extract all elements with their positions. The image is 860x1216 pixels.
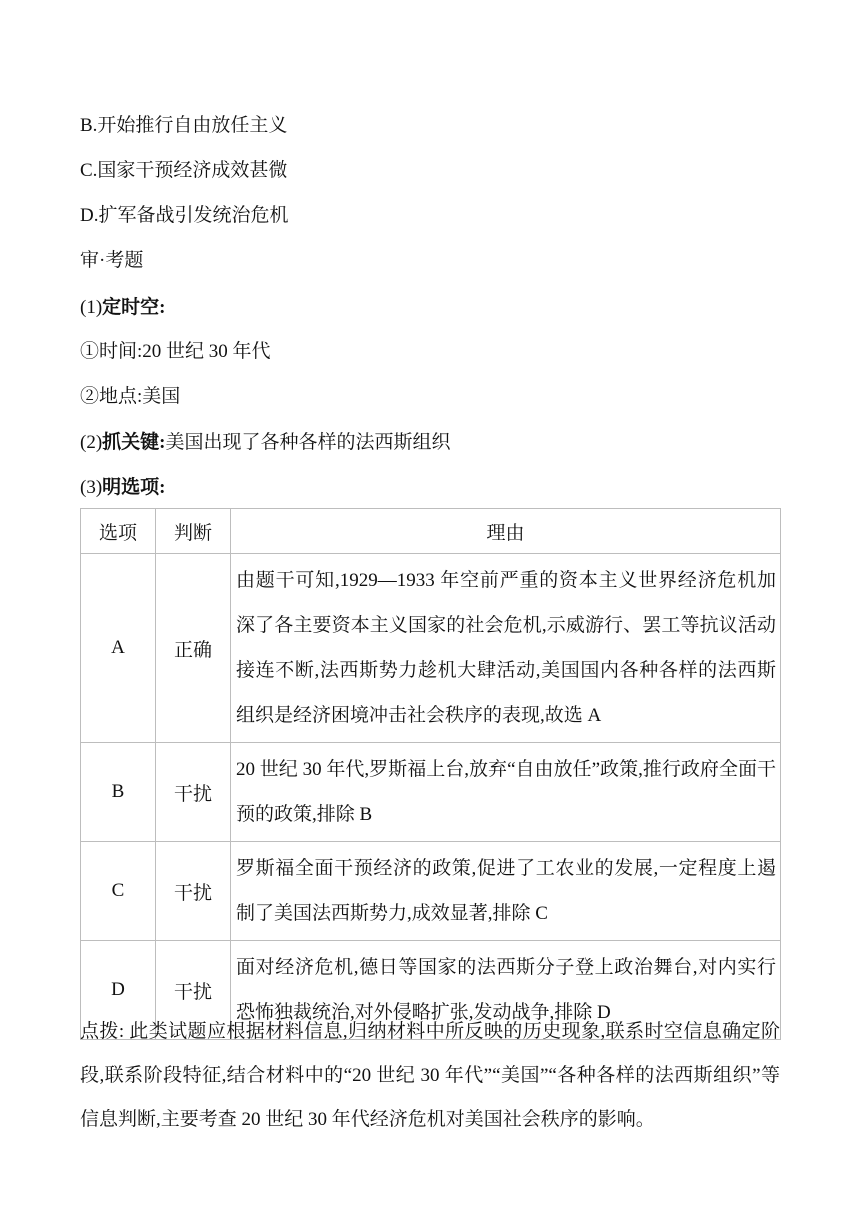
step-2-text: 美国出现了各种各样的法西斯组织 [165,432,451,453]
option-cell: D [81,941,156,1040]
judgment-cell: 干扰 [156,743,231,842]
time-item: ①时间:20 世纪 30 年代 [80,341,271,362]
header-judgment: 判断 [156,509,231,554]
review-heading: 审·考题 [80,250,144,271]
reason-cell: 面对经济危机,德日等国家的法西斯分子登上政治舞台,对内实行恐怖独裁统治,对外侵略扩张,发动战争,排除 D [231,941,781,1040]
step-3-label: 明选项: [102,477,166,498]
option-cell: B [81,743,156,842]
reason-cell: 罗斯福全面干预经济的政策,促进了工农业的发展,一定程度上遏制了美国法西斯势力,成效显著,排除 C [231,842,781,941]
option-cell: C [81,842,156,941]
option-c: C.国家干预经济成效甚微 [80,160,288,181]
judgment-cell: 正确 [156,554,231,743]
header-option: 选项 [81,509,156,554]
analysis-table [80,508,781,1040]
step-2-number: (2) [80,432,103,453]
judgment-cell: 干扰 [156,842,231,941]
table-header-row [81,509,781,554]
table-row [81,842,781,941]
place-item: ②地点:美国 [80,386,181,407]
table-row [81,743,781,842]
reason-cell: 由题干可知,1929—1933 年空前严重的资本主义世界经济危机加深了各主要资本主义国家的社会危机,示威游行、罢工等抗议活动接连不断,法西斯势力趁机大肆活动,美国国内各种各样的法西斯组织是经济困境冲击社会秩序的表现,故选 A [231,554,781,743]
step-3 [80,476,165,500]
reason-cell: 20 世纪 30 年代,罗斯福上台,放弃“自由放任”政策,推行政府全面干预的政策,排除 B [231,743,781,842]
step-3-number: (3) [80,477,103,498]
option-d: D.扩军备战引发统治危机 [80,205,289,226]
option-cell: A [81,554,156,743]
tip-paragraph: 点拨: 此类试题应根据材料信息,归纳材料中所反映的历史现象,联系时空信息确定阶段,联系阶段特征,结合材料中的“20 世纪 30 年代”“美国”“各种各样的法西斯组织”等信息判断,主要考查 20 世纪 30 年代经济危机对美国社会秩序的影响。 [80,1021,780,1130]
header-reason: 理由 [231,509,781,554]
step-1-number: (1) [80,297,103,318]
step-2 [80,431,451,455]
table-row [81,554,781,743]
step-1 [80,296,165,320]
step-1-label: 定时空: [102,297,166,318]
step-2-label: 抓关键: [102,432,166,453]
judgment-cell: 干扰 [156,941,231,1040]
option-b: B.开始推行自由放任主义 [80,115,288,136]
